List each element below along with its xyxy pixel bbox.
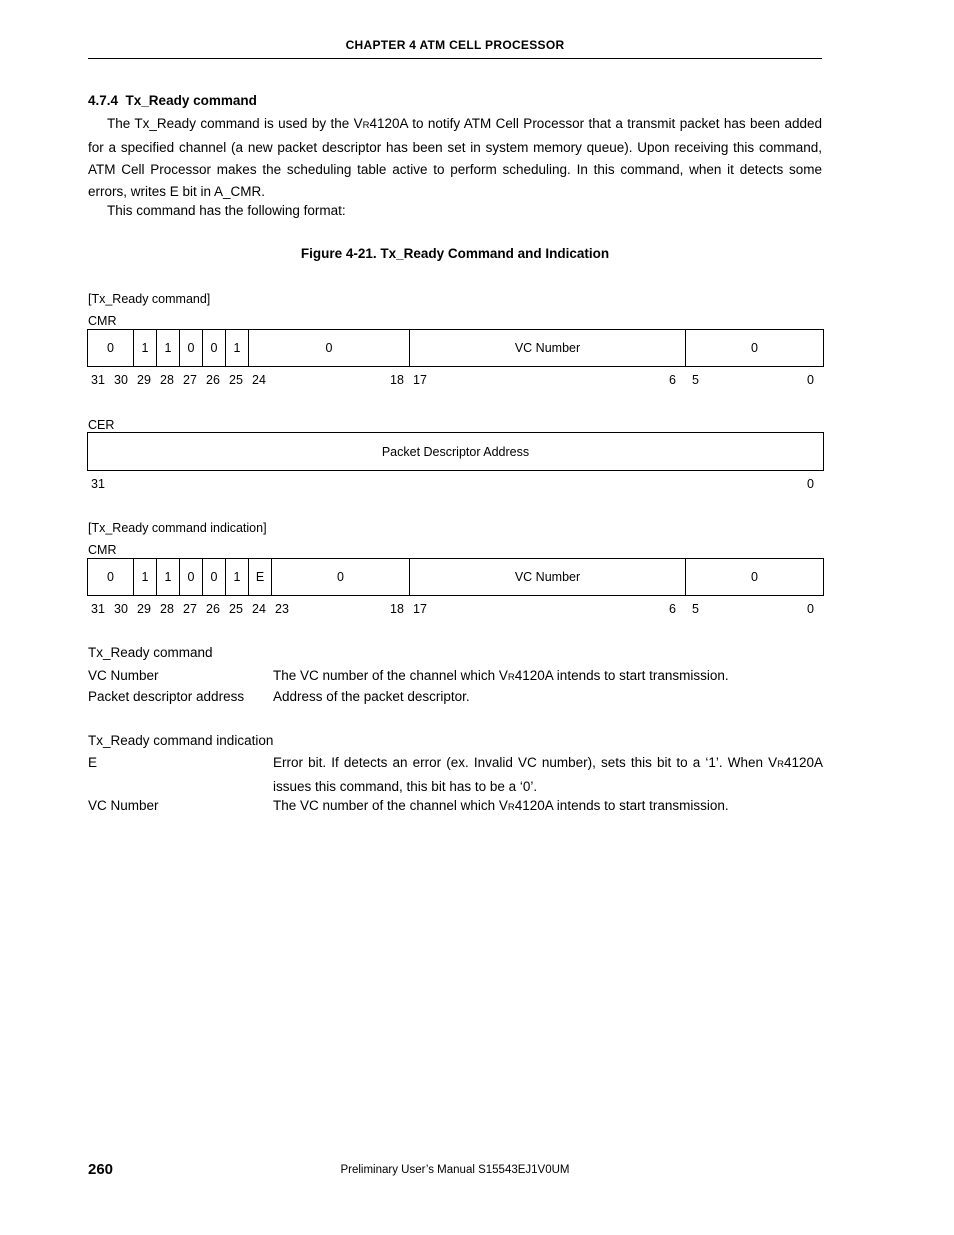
bit-number: 6 — [669, 602, 676, 616]
page-number: 260 — [88, 1161, 114, 1178]
cmr-label-indication: CMR — [88, 543, 117, 557]
desc-command-vc-term: VC Number — [88, 668, 159, 683]
bit-number: 24 — [252, 373, 266, 387]
cmr-bit-27: 0 — [203, 559, 226, 595]
cmr-bit-30: 1 — [134, 559, 157, 595]
bit-number: 31 — [91, 602, 105, 616]
bit-number: 23 — [275, 602, 289, 616]
vc-def-text-a: The VC number of the channel which V — [273, 798, 508, 813]
bit-number: 30 — [114, 602, 128, 616]
desc-command-pda-term: Packet descriptor address — [88, 689, 245, 704]
vc-def-text-b: 4120A intends to start transmission. — [514, 668, 729, 683]
desc-command-pda-def: Address of the packet descriptor. — [273, 689, 470, 704]
section-number: 4.7.4 — [88, 93, 119, 108]
bit-number: 5 — [692, 373, 699, 387]
running-header: CHAPTER 4 ATM CELL PROCESSOR — [345, 38, 565, 52]
e-def-text-sub: R — [777, 759, 784, 770]
cmr-bit-26: 1 — [226, 559, 249, 595]
bit-number: 27 — [183, 602, 197, 616]
bit-number: 27 — [183, 373, 197, 387]
bit-number: 25 — [229, 373, 243, 387]
desc-indication-heading: Tx_Ready command indication — [88, 733, 274, 748]
cmr-bit-31: 0 — [88, 330, 134, 366]
vc-def-text-sub: R — [507, 672, 515, 683]
desc-indication-e-term: E — [88, 755, 98, 770]
indication-format-label: [Tx_Ready command indication] — [88, 521, 267, 535]
e-def-text-a: Error bit. If detects an error (ex. Invalid VC number), sets this bit to a ‘1’. When V — [273, 755, 778, 770]
cmr-field-reserved-lo: 0 — [751, 570, 758, 584]
cmr-bit-26: 1 — [226, 330, 249, 366]
section-title: Tx_Ready command — [125, 93, 257, 108]
command-format-label: [Tx_Ready command] — [88, 292, 211, 306]
bit-number: 31 — [91, 477, 105, 491]
bit-number: 18 — [390, 602, 404, 616]
bit-number: 24 — [252, 602, 266, 616]
cmr-bit-e: E — [249, 559, 272, 595]
cmr-bit-30: 1 — [134, 330, 157, 366]
cmr-field-vc-number: VC Number — [410, 559, 686, 595]
cer-label: CER — [88, 418, 115, 432]
bit-number: 5 — [692, 602, 699, 616]
bit-number: 29 — [137, 373, 151, 387]
cmr-bit-28: 0 — [180, 330, 203, 366]
cmr-register-indication — [87, 558, 824, 596]
intro-text-sub: R — [362, 120, 370, 131]
bit-number: 28 — [160, 602, 174, 616]
vc-def-text-sub: R — [507, 802, 515, 813]
bit-number: 18 — [390, 373, 404, 387]
desc-indication-vc-term: VC Number — [88, 798, 159, 813]
bit-number: 26 — [206, 373, 220, 387]
bit-number: 6 — [669, 373, 676, 387]
bit-number: 0 — [807, 602, 814, 616]
section-heading — [88, 93, 257, 108]
bit-number: 0 — [807, 477, 814, 491]
bit-number: 17 — [413, 602, 427, 616]
vc-def-text-b: 4120A intends to start transmission. — [514, 798, 729, 813]
bit-number: 30 — [114, 373, 128, 387]
format-paragraph: This command has the following format: — [107, 203, 346, 218]
cmr-bit-numbers-indication — [88, 602, 824, 618]
desc-indication-e-def — [273, 752, 823, 798]
bit-number: 28 — [160, 373, 174, 387]
vc-def-text-a: The VC number of the channel which V — [273, 668, 508, 683]
cmr-bit-29: 1 — [157, 559, 180, 595]
bit-number: 29 — [137, 602, 151, 616]
cer-field-packet-descriptor-address: Packet Descriptor Address — [381, 444, 530, 459]
header-rule — [88, 58, 822, 59]
bit-number: 17 — [413, 373, 427, 387]
figure-title: Figure 4-21. Tx_Ready Command and Indication — [300, 246, 610, 261]
cer-register — [87, 432, 824, 471]
cmr-field-reserved-hi: 0 — [249, 330, 410, 366]
cmr-label: CMR — [88, 314, 117, 328]
cmr-field-reserved-hi: 0 — [272, 559, 410, 595]
intro-paragraph — [88, 113, 822, 203]
cmr-bit-28: 0 — [180, 559, 203, 595]
bit-number: 0 — [807, 373, 814, 387]
cmr-field-vc-number: VC Number — [410, 330, 686, 366]
bit-number: 25 — [229, 602, 243, 616]
cmr-bit-numbers-command — [88, 373, 824, 389]
e-def-text-b: 4120A issues this command, this bit has to be a ‘0’. — [273, 755, 823, 794]
cer-bit-numbers — [88, 477, 824, 493]
bit-number: 26 — [206, 602, 220, 616]
intro-text-a: The Tx_Ready command is used by the V — [107, 116, 363, 131]
desc-indication-vc-def — [273, 795, 823, 819]
cmr-register-command — [87, 329, 824, 367]
cmr-bit-31: 0 — [88, 559, 134, 595]
cmr-bit-27: 0 — [203, 330, 226, 366]
cmr-bit-29: 1 — [157, 330, 180, 366]
intro-text-b: 4120A to notify ATM Cell Processor that a transmit packet has been added for a specified channel (a new packet descriptor has been set in system memory queue). Upon receiving this command, ATM Cell Processor makes the scheduling table active to perform scheduling. In this command, when it detects some errors, writes E bit in A_CMR. — [88, 116, 822, 199]
cmr-field-reserved-lo: 0 — [751, 341, 758, 355]
bit-number: 31 — [91, 373, 105, 387]
footer-manual-id: Preliminary User’s Manual S15543EJ1V0UM — [340, 1164, 570, 1176]
desc-command-heading: Tx_Ready command — [88, 645, 213, 660]
